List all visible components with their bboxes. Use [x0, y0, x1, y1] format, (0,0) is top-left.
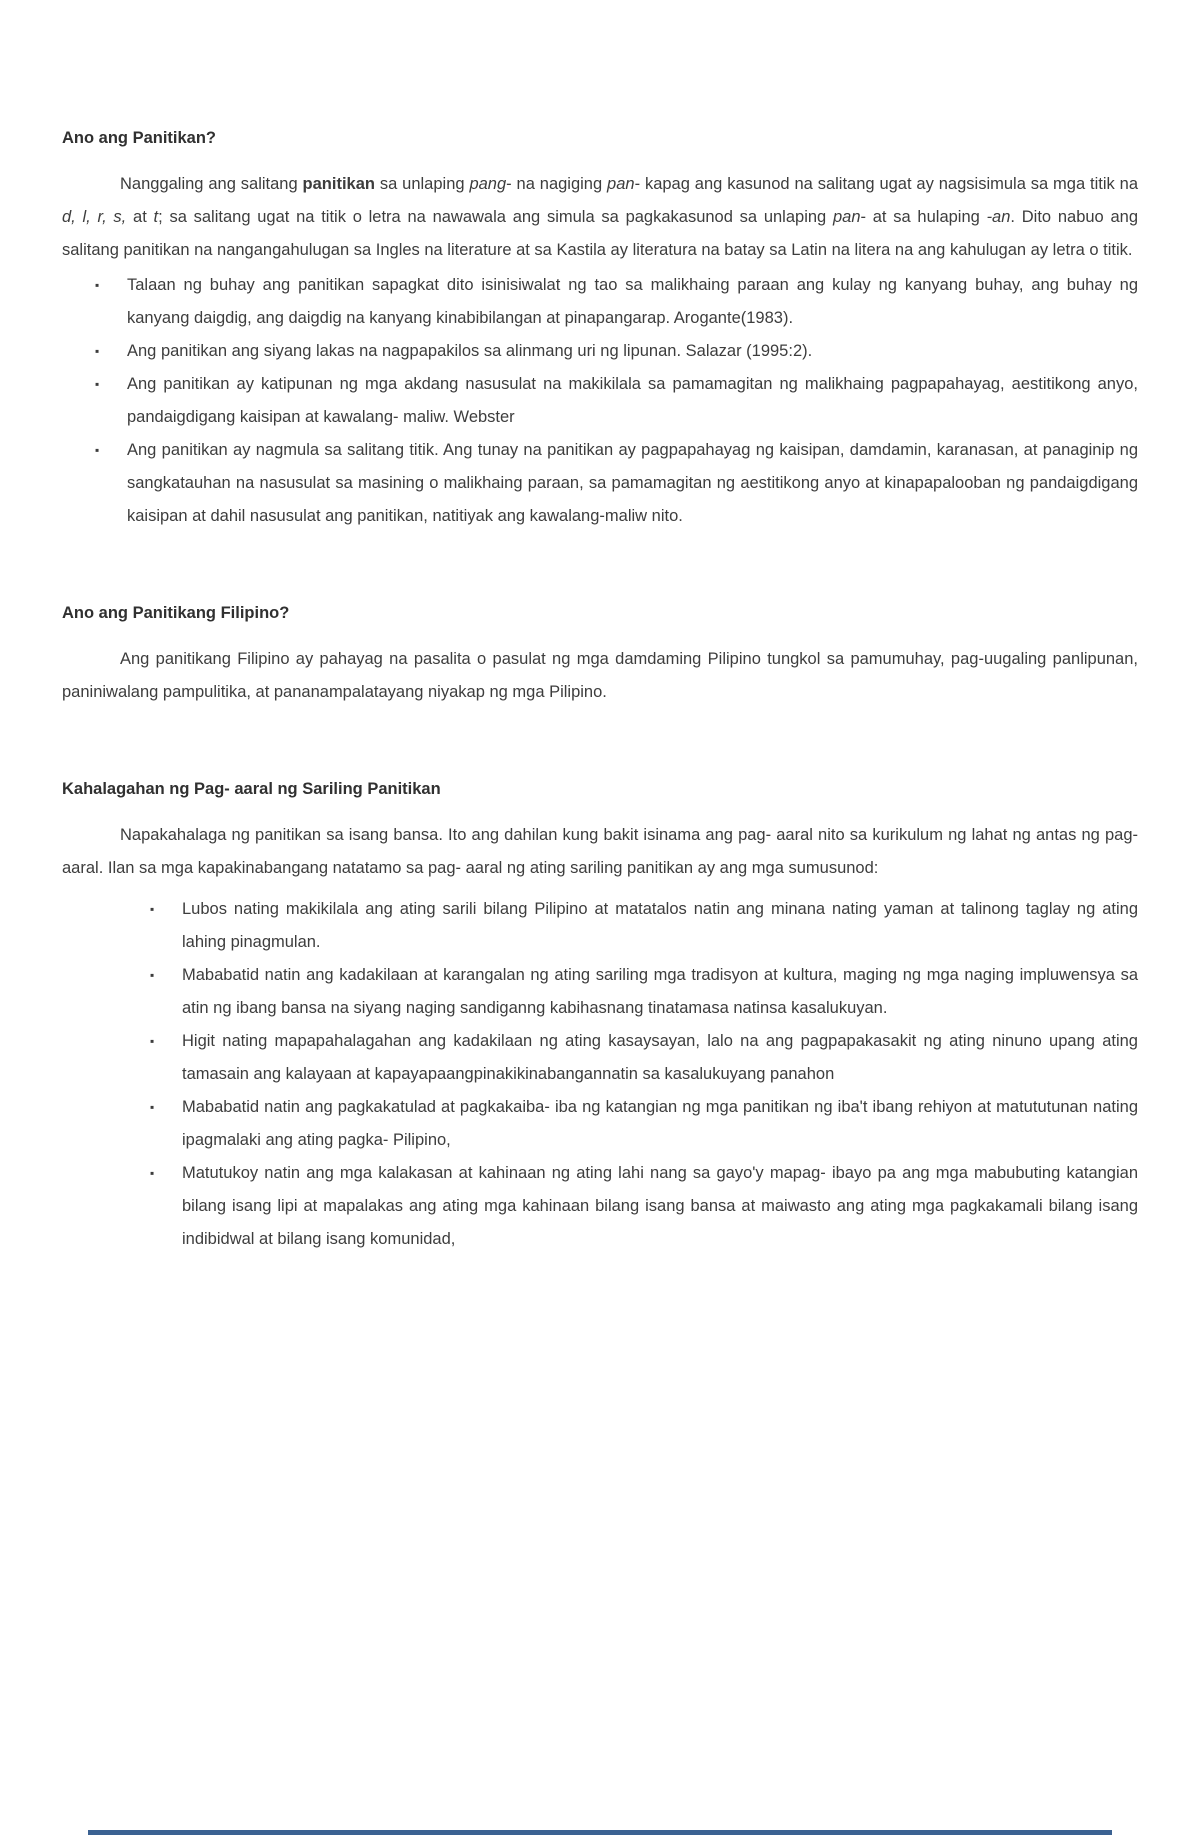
bullet-list-panitikan-definitions	[95, 269, 1138, 533]
list-item: ▪ Ang panitikan ang siyang lakas na nagpapakilos sa alinmang uri ng lipunan. Salazar (1995:2).	[95, 335, 1138, 368]
list-item: ▪ Ang panitikan ay katipunan ng mga akdang nasusulat na makikilala sa pamamagitan ng malikhaing pagpapahayag, aestitikong anyo, pandaigdigang kaisipan at kawalang- maliw. Webster	[95, 368, 1138, 434]
list-item: ▪ Talaan ng buhay ang panitikan sapagkat dito isinisiwalat ng tao sa malikhaing paraan ang kulay ng kanyang buhay, ang buhay ng kanyang daigdig, ang daigdig na kanyang kinabibilangan at pinapangarap. Arogante(1983).	[95, 269, 1138, 335]
bullet-list-kapakinabangan	[150, 893, 1138, 1256]
paragraph-panitikang-filipino: Ang panitikang Filipino ay pahayag na pasalita o pasulat ng mga damdaming Pilipino tungkol sa pamumuhay, pag-uugaling panlipunan, paniniwalang pampulitika, at pananampalatayang niyakap ng mga Pilipino.	[62, 650, 1138, 701]
list-item: ▪ Mababatid natin ang kadakilaan at karangalan ng ating sariling mga tradisyon at kultura, maging ng mga naging impluwensya sa atin ng ibang bansa na siyang naging sandiganng kabihasnang tinatamasa natinsa kasalukuyan.	[150, 959, 1138, 1025]
list-item: ▪ Matutukoy natin ang mga kalakasan at kahinaan ng ating lahi nang sa gayo'y mapag- ibayo pa ang mga mabubuting katangian bilang isang lipi at mapalakas ang ating mga kahinaan bilang isang bansa at maiwasto ang ating mga pagkakamali bilang isang indibidwal at bilang isang komunidad,	[150, 1157, 1138, 1256]
list-item: ▪ Ang panitikan ay nagmula sa salitang titik. Ang tunay na panitikan ay pagpapahayag ng kaisipan, damdamin, karanasan, at panaginip ng sangkatauhan na nasusulat sa masining o malikhaing paraan, sa pamamagitan ng aestitikong anyo at kinapapalooban ng pandaigdigang kaisipan at dahil nasusulat ang panitikan, natitiyak ang kawalang-maliw nito.	[95, 434, 1138, 533]
section-heading-kahalagahan: Kahalagahan ng Pag- aaral ng Sariling Panitikan	[62, 780, 441, 798]
list-item: ▪ Lubos nating makikilala ang ating sarili bilang Pilipino at matatalos natin ang minana nating yaman at talinong taglay ng ating lahing pinagmulan.	[150, 893, 1138, 959]
list-item: ▪ Mababatid natin ang pagkakatulad at pagkakaiba- iba ng katangian ng mga panitikan ng iba't ibang rehiyon at matututunan nating ipagmalaki ang ating pagka- Pilipino,	[150, 1091, 1138, 1157]
section-heading-ano-ang-panitikan: Ano ang Panitikan?	[62, 129, 217, 147]
bottom-blue-bar	[88, 1830, 1112, 1835]
paragraph-panitikan-definition: Nanggaling ang salitang panitikan sa unlaping pang- na nagiging pan- kapag ang kasunod na salitang ugat ay nagsisimula sa mga titik na d, l, r, s, at t; sa salitang ugat na titik o letra na nawawala ang simula sa pagkakasunod sa unlaping pan- at sa hulaping -an. Dito nabuo ang salitang panitikan na nangangahulugan sa Ingles na literature at sa Kastila ay literatura na batay sa Latin na litera na ang kahulugan ay letra o titik.	[62, 175, 1139, 259]
list-item: ▪ Higit nating mapapahalagahan ang kadakilaan ng ating kasaysayan, lalo na ang pagpapakasakit ng ating ninuno upang ating tamasain ang kalayaan at kapayapaangpinakikinabangannatin sa kasalukuyang panahon	[150, 1025, 1138, 1091]
paragraph-kahalagahan-intro: Napakahalaga ng panitikan sa isang bansa. Ito ang dahilan kung bakit isinama ang pag- aaral nito sa kurikulum ng lahat ng antas ng pag- aaral. Ilan sa mga kapakinabangang natatamo sa pag- aaral ng ating sariling panitikan ay ang mga sumusunod:	[62, 826, 1138, 877]
section-heading-panitikang-filipino: Ano ang Panitikang Filipino?	[62, 604, 290, 622]
